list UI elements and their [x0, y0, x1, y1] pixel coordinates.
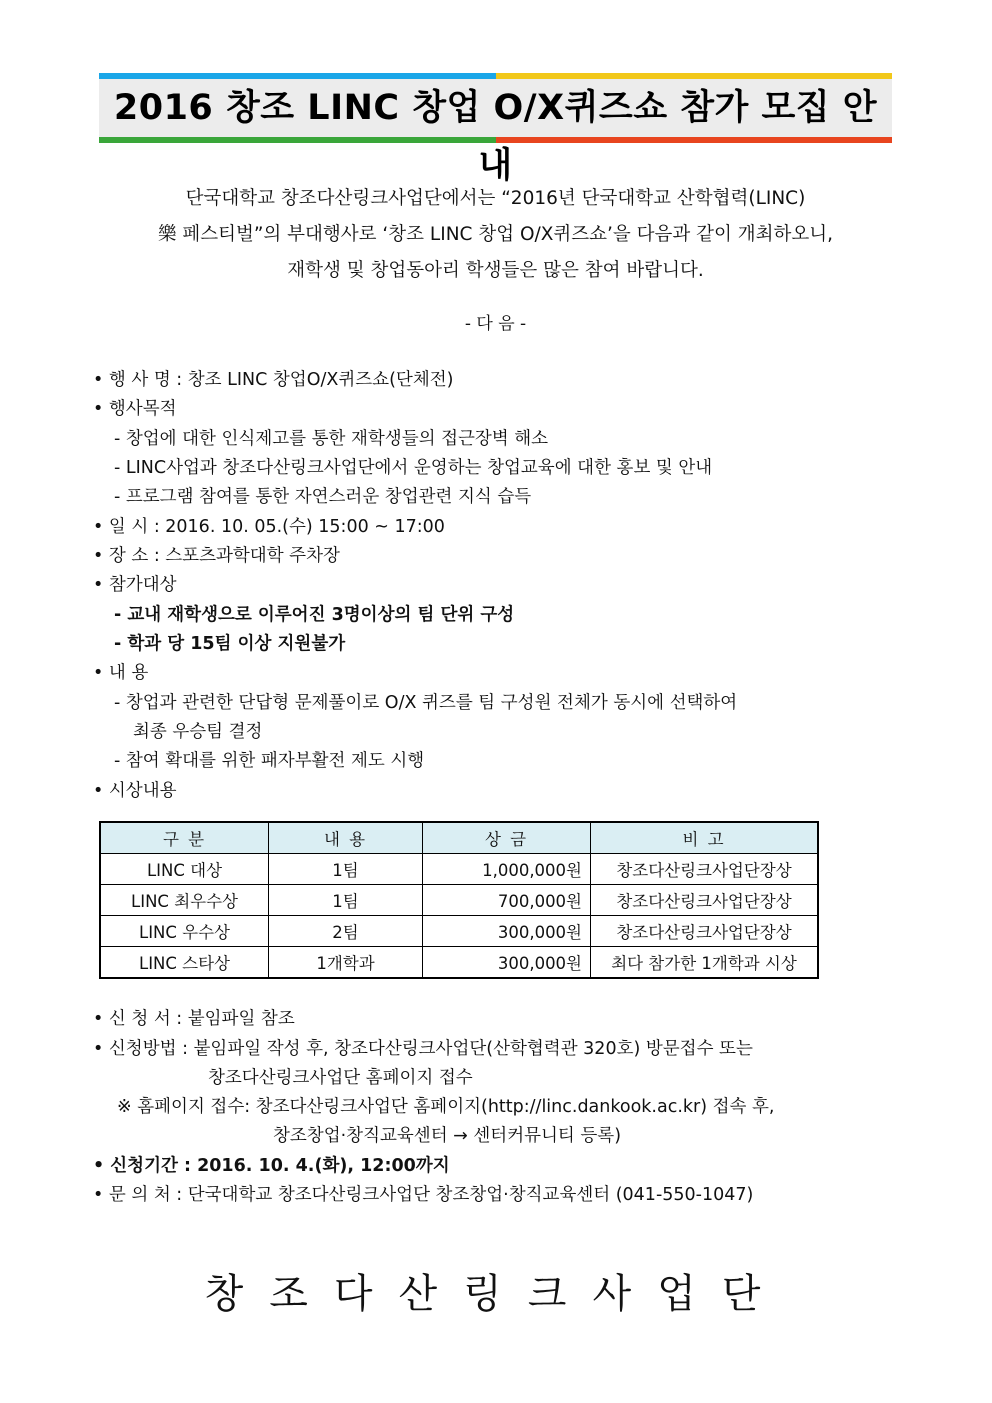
content-item: - 창업과 관련한 단답형 문제풀이로 O/X 퀴즈를 팀 구성원 전체가 동시에 선택하여 — [114, 693, 738, 713]
award-name-cell: LINC 대상 — [100, 854, 269, 885]
organization-footer: 창조다산링크사업단 — [204, 1271, 787, 1317]
award-count-cell: 1팀 — [269, 854, 423, 885]
award-name-cell: LINC 우수상 — [100, 916, 269, 947]
target-heading: • 참가대상 — [93, 575, 177, 595]
application-method-continued: 창조다산링크사업단 홈페이지 접수 — [208, 1068, 473, 1088]
award-amount-cell: 1,000,000원 — [423, 854, 591, 885]
table-header-cell: 비 고 — [591, 822, 819, 854]
content-item: - 참여 확대를 위한 패자부활전 제도 시행 — [114, 751, 425, 771]
award-amount-cell: 300,000원 — [423, 916, 591, 947]
award-note-cell: 창조다산링크사업단장상 — [591, 916, 819, 947]
title-bottom-bar-green — [99, 137, 496, 143]
table-header-cell: 구 분 — [100, 822, 269, 854]
table-row — [100, 947, 818, 979]
application-period-line: • 신청기간 : 2016. 10. 4.(화), 12:00까지 — [93, 1156, 450, 1176]
table-header-row — [100, 822, 818, 854]
award-note-cell: 창조다산링크사업단장상 — [591, 854, 819, 885]
table-row — [100, 854, 818, 885]
separator: - 다 음 - — [464, 314, 527, 334]
event-name-line: • 행 사 명 : 창조 LINC 창업O/X퀴즈쇼(단체전) — [93, 370, 454, 390]
award-count-cell: 1개학과 — [269, 947, 423, 979]
award-amount-cell: 300,000원 — [423, 947, 591, 979]
title-bottom-bar-red — [496, 137, 892, 143]
award-name-cell: LINC 최우수상 — [100, 885, 269, 916]
content-heading: • 내 용 — [93, 663, 149, 683]
award-amount-cell: 700,000원 — [423, 885, 591, 916]
application-method-line: • 신청방법 : 붙임파일 작성 후, 창조다산링크사업단(산학협력관 320호) 방문접수 또는 — [93, 1039, 753, 1059]
homepage-note-line: ※ 홈페이지 접수: 창조다산링크사업단 홈페이지(http://linc.dankook.ac.kr) 접속 후, — [117, 1097, 775, 1117]
place-line: • 장 소 : 스포츠과학대학 주차장 — [93, 546, 340, 566]
award-note-cell: 창조다산링크사업단장상 — [591, 885, 819, 916]
purpose-item: - LINC사업과 창조다산링크사업단에서 운영하는 창업교육에 대한 홍보 및 안내 — [114, 458, 713, 478]
purpose-item: - 창업에 대한 인식제고를 통한 재학생들의 접근장벽 해소 — [114, 429, 549, 449]
purpose-heading: • 행사목적 — [93, 399, 177, 419]
prize-heading: • 시상내용 — [93, 781, 177, 801]
title-banner — [99, 73, 892, 186]
date-line: • 일 시 : 2016. 10. 05.(수) 15:00 ~ 17:00 — [93, 517, 445, 537]
purpose-item: - 프로그램 참여를 통한 자연스러운 창업관련 지식 습득 — [114, 487, 532, 507]
award-note-cell: 최다 참가한 1개학과 시상 — [591, 947, 819, 979]
page-title: 2016 창조 LINC 창업 O/X퀴즈쇼 참가 모집 안내 — [113, 88, 878, 186]
table-header-cell: 내 용 — [269, 822, 423, 854]
table-row — [100, 916, 818, 947]
target-item: - 학과 당 15팀 이상 지원불가 — [114, 634, 346, 654]
prize-table — [99, 821, 819, 979]
table-header-cell: 상 금 — [423, 822, 591, 854]
award-name-cell: LINC 스타상 — [100, 947, 269, 979]
intro-paragraph — [99, 181, 892, 289]
target-item: - 교내 재학생으로 이루어진 3명이상의 팀 단위 구성 — [114, 605, 515, 625]
homepage-note-continued: 창조창업·창직교육센터 → 센터커뮤니티 등록) — [273, 1126, 622, 1146]
contact-line: • 문 의 처 : 단국대학교 창조다산링크사업단 창조창업·창직교육센터 (041-550-1047) — [93, 1185, 754, 1205]
content-item-continued: 최종 우승팀 결정 — [133, 722, 263, 742]
intro-line: 단국대학교 창조다산링크사업단에서는 “2016년 단국대학교 산학협력(LINC) — [185, 188, 806, 209]
award-count-cell: 1팀 — [269, 885, 423, 916]
application-form-line: • 신 청 서 : 붙임파일 참조 — [93, 1009, 295, 1029]
intro-line: 樂 페스티벌”의 부대행사로 ‘창조 LINC 창업 O/X퀴즈쇼’을 다음과 같이 개최하오니, — [157, 224, 834, 245]
table-row — [100, 885, 818, 916]
intro-line: 재학생 및 창업동아리 학생들은 많은 참여 바랍니다. — [287, 260, 704, 281]
award-count-cell: 2팀 — [269, 916, 423, 947]
